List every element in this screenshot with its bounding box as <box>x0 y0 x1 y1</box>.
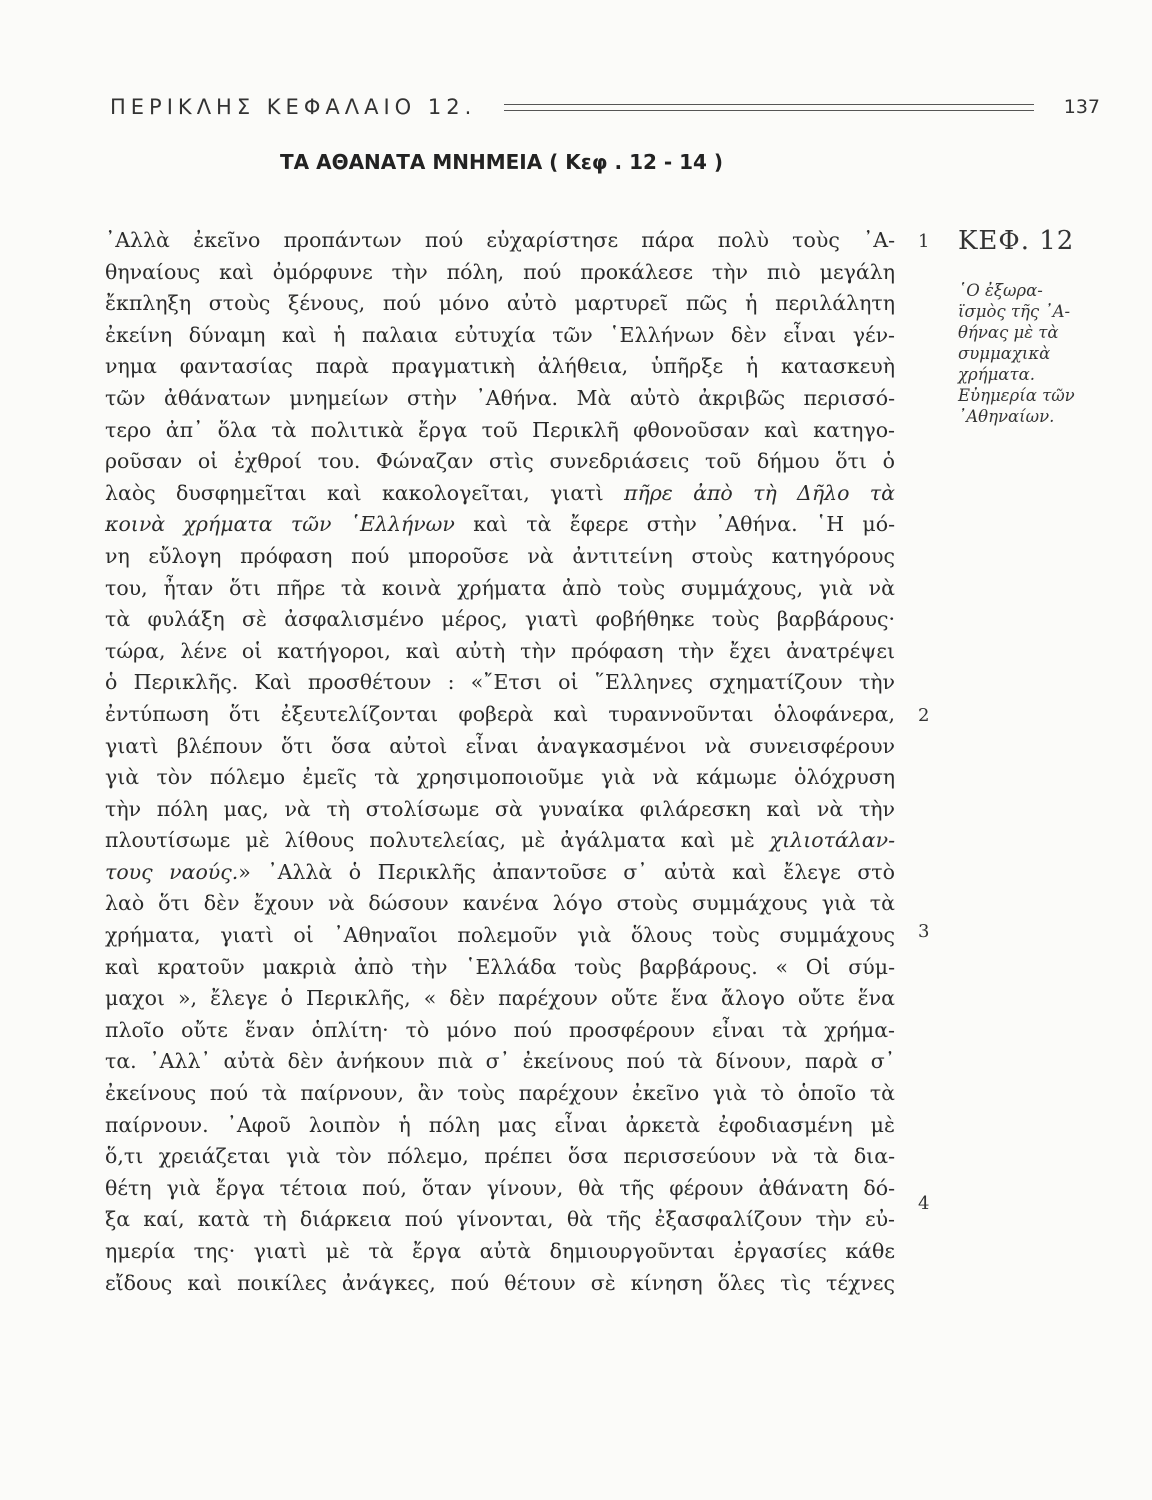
text-line: ἔκπληξη στοὺς ξένους, πού μόνο αὐτὸ μαρτυρεῖ πῶς ἡ περιλάλητη <box>105 291 895 316</box>
header-rule <box>504 104 1033 111</box>
running-head: ΠΕΡΙΚΛΗΣ ΚΕΦΑΛΑΙΟ 12. <box>110 95 477 119</box>
margin-note <box>958 280 1118 427</box>
text-line: πλουτίσωμε μὲ λίθους πολυτελείας, μὲ ἀγάλματα καὶ μὲ χιλιοτάλαν- <box>105 828 895 853</box>
text-line: κοινὰ χρήματα τῶν ῾Ελλήνων καὶ τὰ ἔφερε στὴν ᾿Αθήνα. ῾Η μό- <box>105 512 895 537</box>
paragraph-number: 4 <box>918 1193 930 1214</box>
text-line: του, ἦταν ὅτι πῆρε τὰ κοινὰ χρήματα ἀπὸ τοὺς συμμάχους, γιὰ νὰ <box>105 575 895 600</box>
page-header <box>110 92 1100 122</box>
text-line: τῶν ἀθάνατων μνημείων στὴν ᾿Αθήνα. Μὰ αὐτὸ ἀκριβῶς περισσό- <box>105 385 895 410</box>
text-line: ροῦσαν οἱ ἐχθροί του. Φώναζαν στὶς συνεδριάσεις τοῦ δήμου ὅτι ὁ <box>105 449 895 474</box>
text-line: παίρνουν. ᾿Αφοῦ λοιπὸν ἡ πόλη μας εἶναι ἀρκετὰ ἐφοδιασμένη μὲ <box>105 1112 895 1137</box>
text-line: ὁ Περικλῆς. Καὶ προσθέτουν : «῎Ετσι οἱ ῞Ελληνες σχηματίζουν τὴν <box>105 670 895 695</box>
paragraph-number: 2 <box>918 705 930 726</box>
text-line: ἐκείνη δύναμη καὶ ἡ παλαια εὐτυχία τῶν ῾Ελλήνων δὲν εἶναι γέν- <box>105 322 895 347</box>
body-text <box>105 225 895 1299</box>
text-line: τα. ᾿Αλλ᾿ αὐτὰ δὲν ἀνήκουν πιὰ σ᾿ ἐκείνους πού τὰ δίνουν, παρὰ σ᾿ <box>105 1049 895 1074</box>
text-line: θέτη γιὰ ἔργα τέτοια πού, ὅταν γίνουν, θὰ τῆς φέρουν ἀθάνατη δό- <box>105 1175 895 1200</box>
text-line: νημα φαντασίας παρὰ πραγματικὴ ἀλήθεια, ὑπῆρξε ἡ κατασκευὴ <box>105 354 895 379</box>
margin-note-line: ᾿Αθηναίων. <box>958 407 1055 426</box>
text-line: τὰ φυλάξη σὲ ἀσφαλισμένο μέρος, γιατὶ φοβήθηκε τοὺς βαρβάρους· <box>105 607 895 632</box>
text-line: πλοῖο οὔτε ἕναν ὁπλίτη· τὸ μόνο πού προσφέρουν εἶναι τὰ χρήμα- <box>105 1017 895 1042</box>
text-line: τώρα, λένε οἱ κατήγοροι, καὶ αὐτὴ τὴν πρόφαση τὴν ἔχει ἀνατρέψει <box>105 638 895 663</box>
chapter-title: ΤΑ ΑΘΑΝΑΤΑ ΜΝΗΜΕΙΑ ( Κεφ . 12 - 14 ) <box>280 150 724 174</box>
text-line: ξα καί, κατὰ τὴ διάρκεια πού γίνονται, θὰ τῆς ἐξασφαλίζουν τὴν εὐ- <box>105 1207 895 1232</box>
margin-chapter-heading: ΚΕΦ. 12 <box>958 226 1075 256</box>
text-line: εἴδους καὶ ποικίλες ἀνάγκες, πού θέτουν σὲ κίνηση ὅλες τὶς τέχνες <box>105 1270 895 1295</box>
text-line: τερο ἀπ᾿ ὅλα τὰ πολιτικὰ ἔργα τοῦ Περικλῆ φθονοῦσαν καὶ κατηγο- <box>105 417 895 442</box>
margin-note-line: Εὐημερία τῶν <box>958 386 1075 405</box>
margin-note-line: συμμαχικὰ <box>958 344 1051 363</box>
text-line: θηναίους καὶ ὀμόρφυνε τὴν πόλη, πού προκάλεσε τὴν πιὸ μεγάλη <box>105 259 895 284</box>
text-line: καὶ κρατοῦν μακριὰ ἀπὸ τὴν ῾Ελλάδα τοὺς βαρβάρους. « Οἱ σύμ- <box>105 954 895 979</box>
text-line: ἐντύπωση ὅτι ἐξευτελίζονται φοβερὰ καὶ τυραννοῦνται ὁλοφάνερα, <box>105 701 895 726</box>
text-line: μαχοι », ἔλεγε ὁ Περικλῆς, « δὲν παρέχουν οὔτε ἕνα ἄλογο οὔτε ἕνα <box>105 986 895 1011</box>
margin-note-line: ϊσμὸς τῆς ᾿Α- <box>958 302 1071 321</box>
text-line: χρήματα, γιατὶ οἱ ᾿Αθηναῖοι πολεμοῦν γιὰ ὅλους τοὺς συμμάχους <box>105 923 895 948</box>
text-line: γιὰ τὸν πόλεμο ἐμεῖς τὰ χρησιμοποιοῦμε γιὰ νὰ κάμωμε ὁλόχρυση <box>105 765 895 790</box>
margin-note-line: χρήματα. <box>958 365 1035 384</box>
text-line: λαὸς δυσφημεῖται καὶ κακολογεῖται, γιατὶ πῆρε ἀπὸ τὴ Δῆλο τὰ <box>105 480 895 505</box>
text-line: ἐκείνους πού τὰ παίρνουν, ἂν τοὺς παρέχουν ἐκεῖνο γιὰ τὸ ὁποῖο τὰ <box>105 1081 895 1106</box>
text-line: ημερία της· γιατὶ μὲ τὰ ἔργα αὐτὰ δημιουργοῦνται ἐργασίες κάθε <box>105 1239 895 1263</box>
margin-note-line: ῾Ο ἐξωρα- <box>958 281 1043 300</box>
text-line: τὴν πόλη μας, νὰ τὴ στολίσωμε σὰ γυναίκα φιλάρεσκη καὶ νὰ τὴν <box>105 796 895 821</box>
paragraph-number: 1 <box>918 231 930 252</box>
text-line: τους ναούς.» ᾿Αλλὰ ὁ Περικλῆς ἀπαντοῦσε σ᾿ αὐτὰ καὶ ἔλεγε στὸ <box>105 859 895 884</box>
text-line: λαὸ ὅτι δὲν ἔχουν νὰ δώσουν κανένα λόγο στοὺς συμμάχους γιὰ τὰ <box>105 891 895 916</box>
text-line: ὅ,τι χρειάζεται γιὰ τὸν πόλεμο, πρέπει ὅσα περισσεύουν νὰ τὰ δια- <box>105 1144 895 1169</box>
paragraph-number: 3 <box>918 921 930 942</box>
text-line: νη εὔλογη πρόφαση πού μποροῦσε νὰ ἀντιτείνη στοὺς κατηγόρους <box>105 543 895 568</box>
text-line: γιατὶ βλέπουν ὅτι ὅσα αὐτοὶ εἶναι ἀναγκασμένοι νὰ συνεισφέρουν <box>105 733 895 758</box>
text-line: ᾿Αλλὰ ἐκεῖνο προπάντων πού εὐχαρίστησε πάρα πολὺ τοὺς ᾿Α- <box>105 228 895 252</box>
margin-note-line: θήνας μὲ τὰ <box>958 323 1059 342</box>
page-number: 137 <box>1063 96 1100 118</box>
